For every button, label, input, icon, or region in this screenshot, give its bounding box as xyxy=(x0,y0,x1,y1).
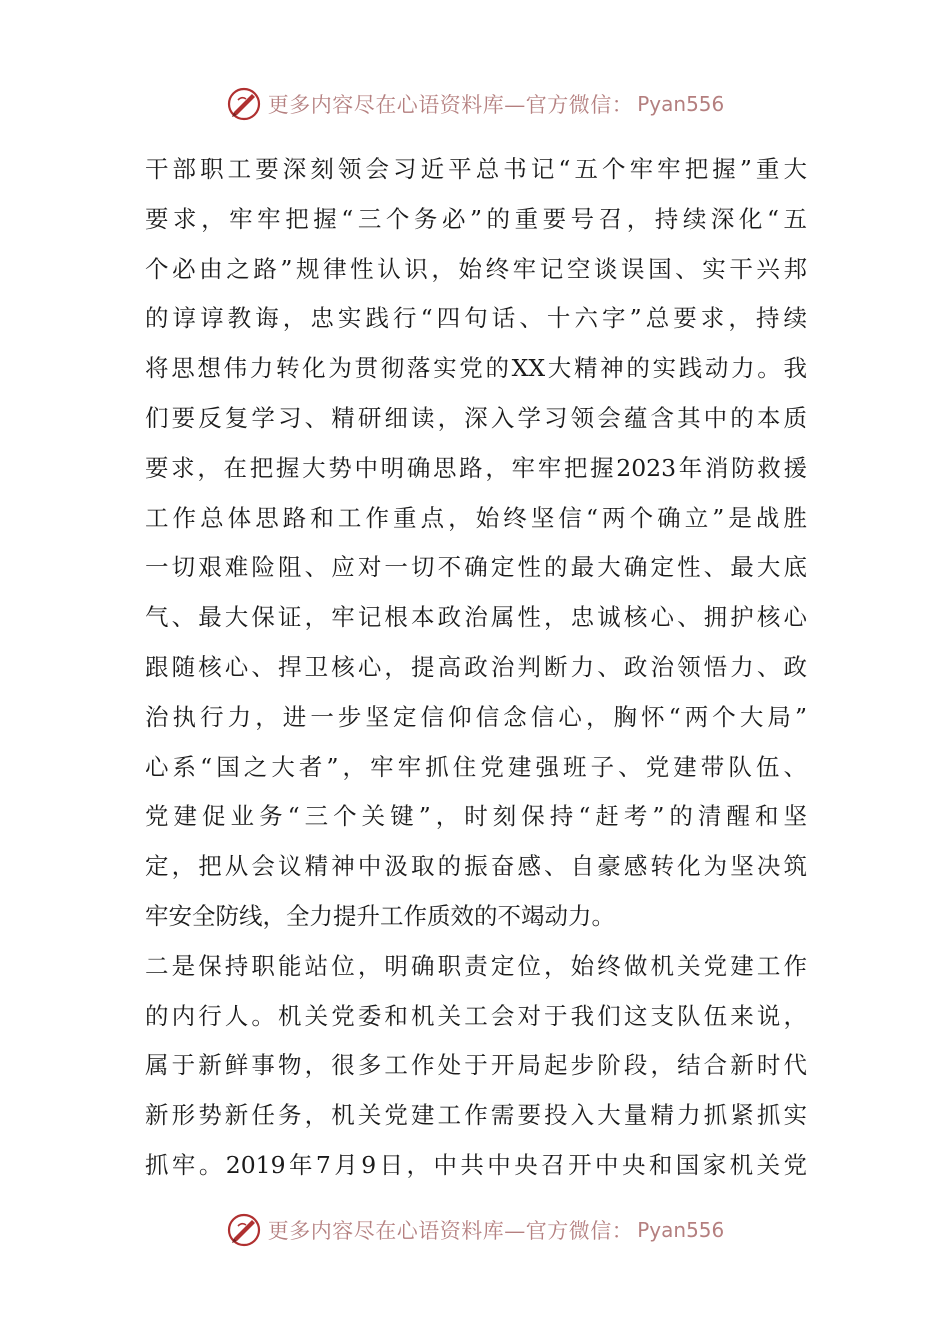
text-line: 跟随核心、捍卫核心，提高政治判断力、政治领悟力、政 xyxy=(145,652,807,681)
paragraph-2 xyxy=(145,942,807,1191)
text-line: 党建促业务“三个关键”，时刻保持“赶考”的清醒和坚 xyxy=(145,802,807,831)
paragraph-1 xyxy=(145,145,807,942)
text-line: 二是保持职能站位，明确职责定位，始终做机关党建工作 xyxy=(145,951,807,980)
watermark-text: 更多内容尽在心语资料库—官方微信： xyxy=(267,1219,634,1243)
text-line: 要求，在把握大势中明确思路，牢牢把握2023年消防救援 xyxy=(145,453,807,482)
watermark-wechat-id: Pyan556 xyxy=(637,1218,725,1242)
text-line: 属于新鲜事物，很多工作处于开局起步阶段，结合新时代 xyxy=(145,1051,807,1080)
text-line: 的谆谆教诲，忠实践行“四句话、十六字”总要求，持续 xyxy=(145,304,807,333)
document-body xyxy=(145,145,807,1191)
text-line: 心系“国之大者”，牢牢抓住党建强班子、党建带队伍、 xyxy=(145,752,807,781)
text-line: 气、最大保证，牢记根本政治属性，忠诚核心、拥护核心 xyxy=(145,603,807,632)
text-line: 牢安全防线，全力提升工作质效的不竭动力。 xyxy=(145,901,615,930)
text-line: 抓牢。2019年7月9日，中共中央召开中央和国家机关党 xyxy=(145,1150,807,1179)
text-line: 将思想伟力转化为贯彻落实党的XX大精神的实践动力。我 xyxy=(145,354,807,383)
text-line: 一切艰难险阻、应对一切不确定性的最大确定性、最大底 xyxy=(145,553,807,582)
text-line: 定，把从会议精神中汲取的振奋感、自豪感转化为坚决筑 xyxy=(145,852,807,881)
text-line: 新形势新任务，机关党建工作需要投入大量精力抓紧抓实 xyxy=(145,1101,807,1130)
watermark-wechat-id: Pyan556 xyxy=(637,92,725,116)
pen-logo-icon xyxy=(226,1212,262,1248)
header-watermark xyxy=(0,82,950,126)
text-line: 治执行力，进一步坚定信仰信念信心，胸怀“两个大局” xyxy=(145,702,807,731)
watermark-text: 更多内容尽在心语资料库—官方微信： xyxy=(267,93,634,117)
text-line: 们要反复学习、精研细读，深入学习领会蕴含其中的本质 xyxy=(145,403,807,432)
text-line: 工作总体思路和工作重点，始终坚信“两个确立”是战胜 xyxy=(145,503,807,532)
text-line: 个必由之路”规律性认识，始终牢记空谈误国、实干兴邦 xyxy=(145,254,807,283)
pen-logo-icon xyxy=(226,86,262,122)
text-line: 干部职工要深刻领会习近平总书记“五个牢牢把握”重大 xyxy=(145,155,807,183)
text-line: 要求，牢牢把握“三个务必”的重要号召，持续深化“五 xyxy=(145,204,807,233)
text-line: 的内行人。机关党委和机关工会对于我们这支队伍来说， xyxy=(145,1001,807,1030)
footer-watermark xyxy=(0,1208,950,1252)
